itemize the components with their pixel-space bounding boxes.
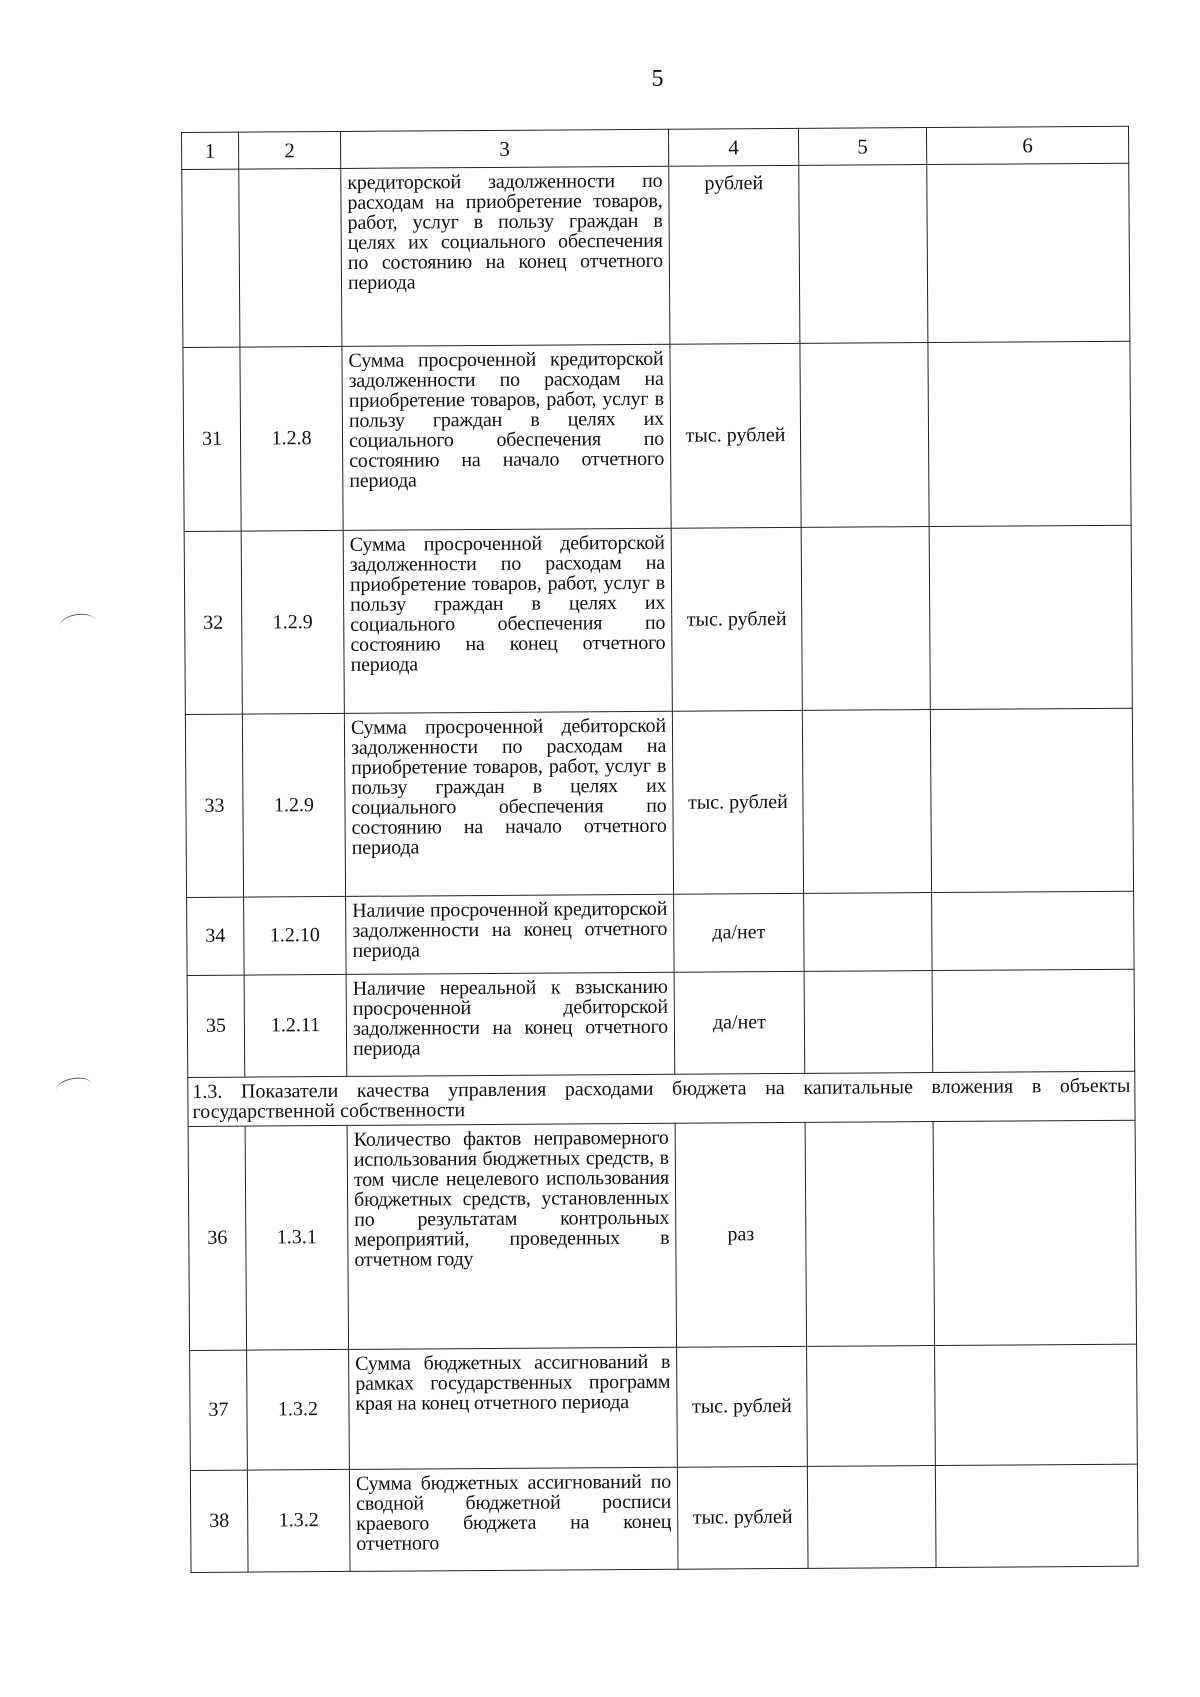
table-row: [187, 969, 1135, 1077]
table-row: [184, 525, 1132, 714]
scan-punch-mark-upper: [59, 612, 97, 636]
row-value-col6: [935, 1464, 1138, 1567]
row-code: 1.2.11: [244, 974, 347, 1077]
row-description: кредиторской задолженности по расходам на приобретение товаров, работ, услуг в пользу граждан в целях их социального обеспечения по состоянию на конец отчетного периода: [341, 166, 670, 346]
table-header-row: [182, 126, 1129, 169]
header-col-4: 4: [668, 128, 798, 166]
row-code-cell: [239, 168, 342, 347]
section-heading: 1.3. Показатели качества управления расходами бюджета на капитальные вложения в объекты государственной собственности: [188, 1071, 1135, 1126]
row-value-col6: [930, 708, 1133, 892]
row-code: 1.3.2: [247, 1469, 350, 1572]
row-value-col5: [801, 527, 930, 711]
rows-group-b: [188, 1120, 1138, 1572]
row-unit: да/нет: [674, 971, 805, 1074]
table-row: [187, 891, 1134, 975]
table-row-continued: [182, 163, 1130, 347]
row-unit: раз: [675, 1122, 806, 1347]
header-col-6: 6: [926, 126, 1128, 164]
row-description: Количество фактов неправомерного использования бюджетных средств, в том числе нецелевого использования бюджетных средств, установленных по результатам контрольных мероприятий, проведенных в отчетном году: [347, 1123, 676, 1349]
row-number: 33: [185, 714, 243, 897]
header-col-2: 2: [239, 131, 341, 169]
header-col-3: 3: [340, 129, 668, 168]
page-number: 5: [651, 66, 664, 92]
row-code: 1.3.1: [245, 1125, 348, 1350]
table-row: [190, 1464, 1138, 1572]
row-description: Сумма просроченной дебиторской задолженности по расходам на приобретение товаров, работ, услуг в пользу граждан в целях их социального обеспечения по состоянию на начало отчетного периода: [344, 711, 673, 896]
row-number: 31: [183, 347, 241, 531]
row-value-col5: [807, 1466, 936, 1569]
row-code: 1.2.8: [240, 346, 343, 531]
row-unit: тыс. рублей: [670, 343, 801, 528]
table-row: [183, 341, 1131, 531]
row-value-col5: [802, 710, 931, 894]
row-unit: рублей: [669, 165, 800, 344]
row-unit: тыс. рублей: [671, 527, 802, 711]
row-number: 34: [187, 897, 245, 975]
row-number: 37: [190, 1350, 248, 1470]
row-description: Сумма просроченной дебиторской задолженности по расходам на приобретение товаров, работ, услуг в пользу граждан в целях их социального обеспечения по состоянию на конец отчетного периода: [343, 528, 672, 713]
table-row: [188, 1120, 1136, 1350]
row-value-col6: [933, 1120, 1136, 1345]
rows-group-a: [183, 341, 1135, 1077]
row-description: Сумма бюджетных ассигнований в рамках государственных программ края на конец отчетного периода: [349, 1347, 678, 1469]
row-code: 1.2.9: [241, 530, 344, 714]
row-value-col6: [932, 891, 1135, 970]
section-heading-row: [188, 1071, 1135, 1126]
row-code: 1.2.9: [242, 713, 345, 897]
row-value-col6: [935, 1344, 1138, 1465]
row-number: 32: [184, 531, 242, 714]
row-unit: тыс. рублей: [677, 1346, 808, 1467]
row-value-col5: [805, 1122, 934, 1347]
row-number: 36: [188, 1126, 246, 1350]
row-value-col5: [799, 165, 928, 344]
row-value-col6: [929, 525, 1132, 709]
row-value-col5: [807, 1346, 936, 1467]
scan-punch-mark-lower: [55, 1075, 94, 1100]
header-col-5: 5: [798, 128, 926, 166]
row-value-col6: [928, 341, 1131, 526]
row-unit: да/нет: [674, 893, 805, 972]
row-value-col6: [927, 163, 1130, 342]
row-value-col5: [800, 343, 929, 528]
row-value-col5: [804, 971, 933, 1074]
row-code: 1.3.2: [247, 1349, 350, 1470]
row-unit: тыс. рублей: [677, 1466, 808, 1569]
row-description: Наличие нереальной к взысканию просроченной дебиторской задолженности на конец отчетного периода: [346, 972, 675, 1076]
indicators-table: [181, 126, 1139, 1573]
row-description: Наличие просроченной кредиторской задолженности на конец отчетного периода: [346, 894, 675, 974]
row-value-col5: [804, 893, 933, 972]
row-description: Сумма бюджетных ассигнований по сводной бюджетной росписи краевого бюджета на конец отчетного: [349, 1467, 678, 1571]
row-number: 35: [187, 975, 245, 1077]
row-unit: тыс. рублей: [672, 710, 803, 894]
row-code: 1.2.10: [244, 896, 347, 975]
header-col-1: 1: [182, 132, 239, 169]
row-value-col6: [932, 969, 1135, 1072]
row-description: Сумма просроченной кредиторской задолженности по расходам на приобретение товаров, работ, услуг в пользу граждан в целях их социального обеспечения по состоянию на начало отчетного периода: [342, 344, 671, 530]
table-row: [185, 708, 1133, 897]
row-number: 38: [190, 1470, 248, 1572]
row-num-cell: [182, 169, 240, 347]
table-row: [190, 1344, 1138, 1470]
